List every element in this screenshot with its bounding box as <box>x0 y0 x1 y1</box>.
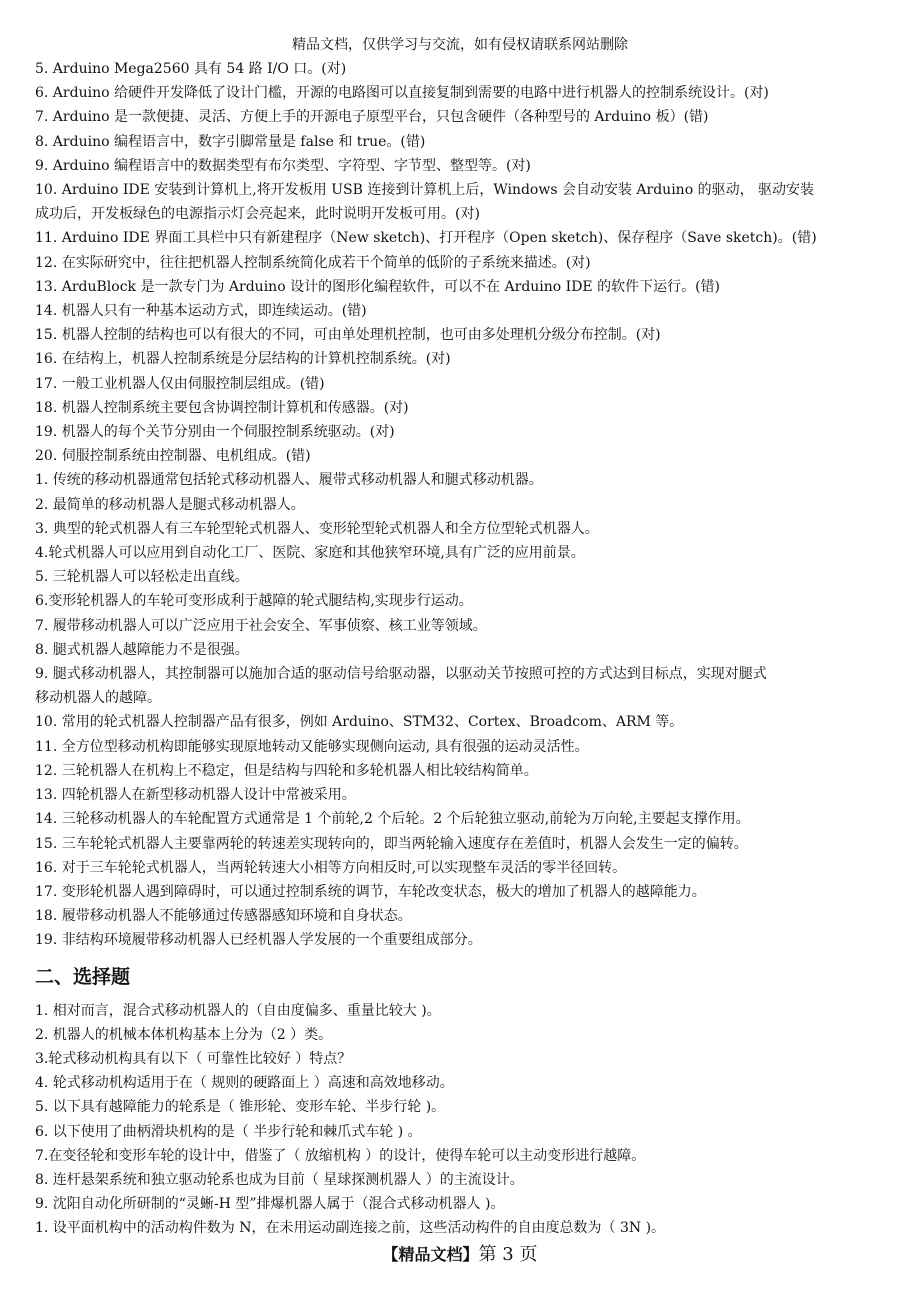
text-line: 8. Arduino 编程语言中，数字引脚常量是 false 和 true。(错) <box>35 133 426 150</box>
text-line: 4. 轮式移动机构适用于在（ 规则的硬路面上 ）高速和高效地移动。 <box>35 1075 454 1092</box>
text-line: 17. 一般工业机器人仅由伺服控制层组成。(错) <box>35 375 325 392</box>
text-line: 9. 腿式移动机器人，其控制器可以施加合适的驱动信号给驱动器，以驱动关节按照可控的方式达到目标点，实现对腿式 <box>35 666 767 683</box>
text-line: 8. 连杆悬架系统和独立驱动轮系也成为目前（ 星球探测机器人 ）的主流设计。 <box>35 1171 524 1188</box>
text-line: 3.轮式移动机构具有以下（ 可靠性比较好 ）特点？ <box>35 1050 352 1067</box>
text-line: 11. 全方位型移动机构即能够实现原地转动又能够实现侧向运动, 具有很强的运动灵活性。 <box>35 738 589 755</box>
page-number: 第 3 页 <box>478 1244 538 1265</box>
footer-tag: 【精品文档】 <box>382 1245 479 1264</box>
text-line: 12. 在实际研究中，往往把机器人控制系统简化成若干个简单的低阶的子系统来描述。(对) <box>35 254 591 271</box>
header-text: 精品文档，仅供学习与交流，如有侵权请联系网站删除 <box>292 37 628 53</box>
text-line: 7.在变径轮和变形车轮的设计中，借鉴了（ 放缩机构 ）的设计，使得车轮可以主动变形进行越障。 <box>35 1147 646 1164</box>
choice-section <box>35 999 895 1241</box>
document-body <box>35 57 895 1241</box>
text-line: 16. 在结构上，机器人控制系统是分层结构的计算机控制系统。(对) <box>35 351 451 368</box>
page-header <box>0 35 920 55</box>
text-line: 成功后，开发板绿色的电源指示灯会亮起来，此时说明开发板可用。(对) <box>35 206 480 223</box>
text-line: 8. 腿式机器人越障能力不是很强。 <box>35 641 249 658</box>
text-line: 19. 非结构环境履带移动机器人已经机器人学发展的一个重要组成部分。 <box>35 932 482 949</box>
text-line: 4.轮式机器人可以应用到自动化工厂、医院、家庭和其他狭窄环境,具有广泛的应用前景。 <box>35 545 585 562</box>
text-line: 6. 以下使用了曲柄滑块机构的是（ 半步行轮和棘爪式车轮 ) 。 <box>35 1123 422 1140</box>
text-line: 15. 机器人控制的结构也可以有很大的不同，可由单处理机控制，也可由多处理机分级分布控制。(对) <box>35 327 661 344</box>
text-line: 10. 常用的轮式机器人控制器产品有很多，例如 Arduino、STM32、Cortex、Broadcom、ARM 等。 <box>35 714 684 731</box>
text-line: 2. 机器人的机械本体机构基本上分为（2 ）类。 <box>35 1026 333 1043</box>
text-line: 9. Arduino 编程语言中的数据类型有布尔类型、字符型、字节型、整型等。(对) <box>35 157 531 174</box>
text-line: 17. 变形轮机器人遇到障碍时，可以通过控制系统的调节，车轮改变状态，极大的增加了机器人的越障能力。 <box>35 883 706 900</box>
page-footer <box>0 1243 920 1267</box>
text-line: 11. Arduino IDE 界面工具栏中只有新建程序（New sketch)、打开程序（Open sketch)、保存程序（Save sketch)。(错) <box>35 230 817 247</box>
text-line: 9. 沈阳自动化所研制的“灵蜥-H 型”排爆机器人属于（混合式移动机器人 )。 <box>35 1196 505 1213</box>
text-line: 14. 三轮移动机器人的车轮配置方式通常是 1 个前轮,2 个后轮。2 个后轮独立驱动,前轮为万向轮,主要起支撑作用。 <box>35 811 750 828</box>
text-line: 18. 履带移动机器人不能够通过传感器感知环境和自身状态。 <box>35 908 412 925</box>
text-line: 10. Arduino IDE 安装到计算机上,将开发板用 USB 连接到计算机上后，Windows 会自动安装 Arduino 的驱动， 驱动安装 <box>35 182 815 199</box>
text-line: 7. Arduino 是一款便捷、灵活、方便上手的开源电子原型平台，只包含硬件（各种型号的 Arduino 板）(错) <box>35 109 709 126</box>
text-line: 19. 机器人的每个关节分别由一个伺服控制系统驱动。(对) <box>35 424 395 441</box>
text-line: 14. 机器人只有一种基本运动方式，即连续运动。(错) <box>35 303 367 320</box>
text-line: 1. 传统的移动机器通常包括轮式移动机器人、履带式移动机器人和腿式移动机器。 <box>35 472 543 489</box>
text-line: 20. 伺服控制系统由控制器、电机组成。(错) <box>35 448 311 465</box>
text-line: 7. 履带移动机器人可以广泛应用于社会安全、军事侦察、核工业等领域。 <box>35 617 487 634</box>
text-line: 18. 机器人控制系统主要包含协调控制计算机和传感器。(对) <box>35 399 409 416</box>
text-line: 5. Arduino Mega2560 具有 54 路 I/O 口。(对) <box>35 61 347 77</box>
text-line: 13. ArduBlock 是一款专门为 Arduino 设计的图形化编程软件，可以不在 Arduino IDE 的软件下运行。(错) <box>35 278 721 295</box>
text-line: 移动机器人的越障。 <box>35 690 161 707</box>
text-line: 15. 三车轮轮式机器人主要靠两轮的转速差实现转向的，即当两轮输入速度存在差值时，机器人会发生一定的偏转。 <box>35 835 748 852</box>
text-line: 3. 典型的轮式机器人有三车轮型轮式机器人、变形轮型轮式机器人和全方位型轮式机器人。 <box>35 520 599 537</box>
text-line: 1. 设平面机构中的活动构件数为 N，在未用运动副连接之前，这些活动构件的自由度总数为（ 3N )。 <box>35 1220 666 1237</box>
judgment-section <box>35 57 895 953</box>
text-line: 6. Arduino 给硬件开发降低了设计门槛，开源的电路图可以直接复制到需要的电路中进行机器人的控制系统设计。(对) <box>35 85 769 102</box>
text-line: 5. 三轮机器人可以轻松走出直线。 <box>35 569 249 586</box>
text-line: 6.变形轮机器人的车轮可变形成利于越障的轮式腿结构,实现步行运动。 <box>35 593 473 610</box>
text-line: 13. 四轮机器人在新型移动机器人设计中常被采用。 <box>35 787 356 804</box>
text-line: 5. 以下具有越障能力的轮系是（ 锥形轮、变形车轮、半步行轮 )。 <box>35 1099 446 1116</box>
text-line: 12. 三轮机器人在机构上不稳定，但是结构与四轮和多轮机器人相比较结构简单。 <box>35 762 538 779</box>
section-title: 二、选择题 <box>35 965 131 988</box>
text-line: 16. 对于三车轮轮式机器人，当两轮转速大小相等方向相反时,可以实现整车灵活的零半径回转。 <box>35 859 627 876</box>
text-line: 2. 最简单的移动机器人是腿式移动机器人。 <box>35 496 305 513</box>
text-line: 1. 相对而言，混合式移动机器人的（自由度偏多、重量比较大 )。 <box>35 1002 441 1019</box>
